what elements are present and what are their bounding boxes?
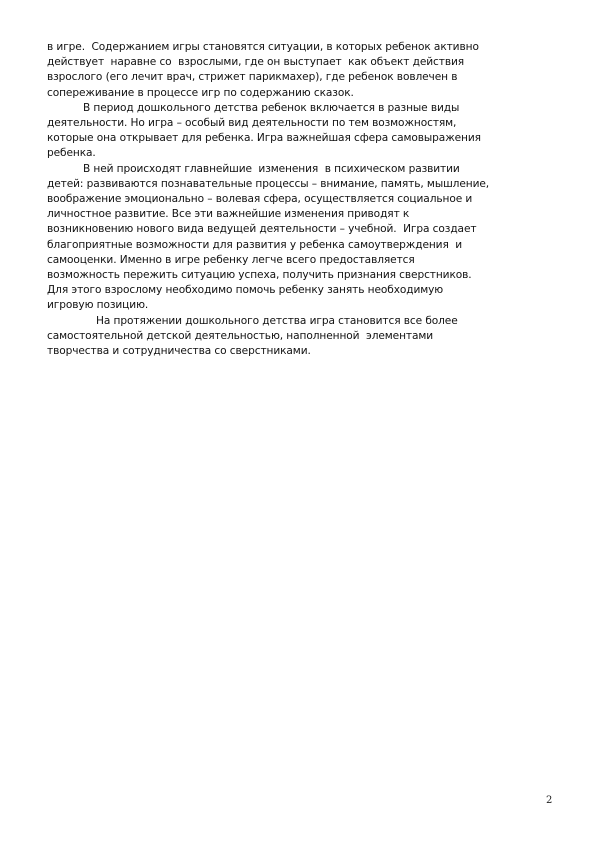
text-line: возможность пережить ситуацию успеха, получить признания сверстников. [47, 269, 472, 282]
text-line: сопереживание в процессе игр по содержанию сказок. [47, 86, 354, 99]
text-line: В период дошкольного детства ребенок включается в разные виды [47, 101, 460, 114]
text-line: воображение эмоционально – волевая сфера, осуществляется социальное и [47, 193, 473, 206]
text-line: которые она открывает для ребенка. Игра важнейшая сфера самовыражения [47, 132, 481, 145]
text-line: деятельности. Но игра – особый вид деятельности по тем возможностям, [47, 117, 457, 130]
text-line: взрослого (его лечит врач, стрижет парикмахер), где ребенок вовлечен в [47, 71, 458, 84]
body-text [47, 40, 557, 359]
text-line: самостоятельной детской деятельностью, наполненной элементами [47, 329, 434, 342]
page-number: 2 [546, 795, 553, 806]
text-line: игровую позицию. [47, 299, 149, 312]
text-line: возникновению нового вида ведущей деятельности – учебной. Игра создает [47, 223, 477, 236]
text-line: личностное развитие. Все эти важнейшие изменения приводят к [47, 208, 410, 221]
text-line: На протяжении дошкольного детства игра становится все более [47, 314, 458, 327]
text-line: в игре. Содержанием игры становятся ситуации, в которых ребенок активно [47, 41, 479, 53]
text-line: детей: развиваются познавательные процессы – внимание, память, мышление, [47, 177, 490, 190]
text-line: творчества и сотрудничества со сверстниками. [47, 345, 311, 358]
text-line: Для этого взрослому необходимо помочь ребенку занять необходимую [47, 284, 444, 297]
text-line: благоприятные возможности для развития у ребенка самоутверждения и [47, 238, 463, 251]
text-line: В ней происходят главнейшие изменения в психическом развитии [47, 162, 460, 175]
text-line: самооценки. Именно в игре ребенку легче всего предоставляется [47, 253, 415, 266]
text-line: действует наравне со взрослыми, где он выступает как объект действия [47, 56, 465, 69]
text-line: ребенка. [47, 147, 96, 160]
